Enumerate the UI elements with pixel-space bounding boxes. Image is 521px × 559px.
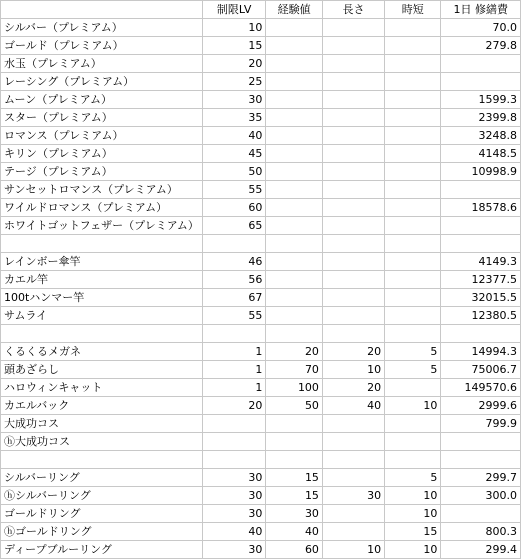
cell-experience[interactable] (266, 55, 323, 73)
table-row (1, 343, 521, 361)
cell-item-name[interactable]: サンセットロマンス（プレミアム） (1, 181, 203, 199)
cell-level-limit[interactable]: 56 (202, 271, 265, 289)
cell-daily-repair-cost[interactable]: 1599.3 (441, 91, 521, 109)
cell-length[interactable]: 30 (322, 487, 384, 505)
cell-item-name[interactable]: テージ（プレミアム） (1, 163, 203, 181)
cell-time-reduction[interactable] (385, 181, 441, 199)
cell-level-limit[interactable]: 20 (202, 397, 265, 415)
cell-length[interactable] (322, 55, 384, 73)
cell-level-limit[interactable]: 65 (202, 217, 265, 235)
cell-length[interactable] (322, 505, 384, 523)
cell-item-name[interactable] (1, 325, 203, 343)
cell-daily-repair-cost[interactable] (441, 325, 521, 343)
cell-time-reduction[interactable]: 15 (385, 523, 441, 541)
cell-daily-repair-cost[interactable]: 4149.3 (441, 253, 521, 271)
table-row (1, 235, 521, 253)
cell-time-reduction[interactable] (385, 109, 441, 127)
table-row (1, 451, 521, 469)
cell-item-name[interactable]: カエルバック (1, 397, 203, 415)
table-body (1, 19, 521, 559)
cell-length[interactable] (322, 163, 384, 181)
cell-time-reduction[interactable] (385, 271, 441, 289)
cell-level-limit[interactable]: 25 (202, 73, 265, 91)
cell-experience[interactable] (266, 109, 323, 127)
header-row (1, 1, 521, 19)
cell-experience[interactable]: 60 (266, 541, 323, 559)
cell-experience[interactable] (266, 127, 323, 145)
cell-daily-repair-cost[interactable]: 300.0 (441, 487, 521, 505)
cell-length[interactable]: 20 (322, 343, 384, 361)
cell-daily-repair-cost[interactable]: 299.4 (441, 541, 521, 559)
cell-daily-repair-cost[interactable]: 2399.8 (441, 109, 521, 127)
table-row (1, 73, 521, 91)
table-row (1, 163, 521, 181)
cell-item-name[interactable]: ハロウィンキャット (1, 379, 203, 397)
cell-length[interactable] (322, 433, 384, 451)
cell-daily-repair-cost[interactable] (441, 451, 521, 469)
cell-experience[interactable] (266, 91, 323, 109)
cell-daily-repair-cost[interactable]: 3248.8 (441, 127, 521, 145)
cell-length[interactable] (322, 415, 384, 433)
cell-time-reduction[interactable] (385, 253, 441, 271)
cell-level-limit[interactable]: 55 (202, 181, 265, 199)
cell-daily-repair-cost[interactable]: 2999.6 (441, 397, 521, 415)
cell-time-reduction[interactable] (385, 145, 441, 163)
cell-level-limit[interactable]: 30 (202, 487, 265, 505)
cell-time-reduction[interactable] (385, 235, 441, 253)
cell-experience[interactable] (266, 325, 323, 343)
cell-item-name[interactable]: シルバーリング (1, 469, 203, 487)
cell-daily-repair-cost[interactable] (441, 217, 521, 235)
cell-time-reduction[interactable] (385, 289, 441, 307)
cell-daily-repair-cost[interactable]: 14994.3 (441, 343, 521, 361)
table-row (1, 109, 521, 127)
cell-item-name[interactable]: シルバー（プレミアム） (1, 19, 203, 37)
cell-length[interactable] (322, 271, 384, 289)
cell-level-limit[interactable]: 30 (202, 469, 265, 487)
table-row (1, 289, 521, 307)
cell-level-limit[interactable] (202, 325, 265, 343)
table-row (1, 469, 521, 487)
cell-time-reduction[interactable] (385, 19, 441, 37)
cell-level-limit[interactable] (202, 451, 265, 469)
cell-length[interactable]: 20 (322, 379, 384, 397)
cell-experience[interactable]: 30 (266, 505, 323, 523)
cell-time-reduction[interactable]: 5 (385, 343, 441, 361)
cell-daily-repair-cost[interactable] (441, 433, 521, 451)
cell-length[interactable]: 10 (322, 361, 384, 379)
cell-length[interactable] (322, 37, 384, 55)
table-row (1, 217, 521, 235)
cell-experience[interactable] (266, 415, 323, 433)
cell-daily-repair-cost[interactable]: 12377.5 (441, 271, 521, 289)
cell-time-reduction[interactable]: 5 (385, 361, 441, 379)
cell-experience[interactable]: 15 (266, 469, 323, 487)
table-row (1, 19, 521, 37)
cell-experience[interactable] (266, 271, 323, 289)
table-row (1, 379, 521, 397)
cell-daily-repair-cost[interactable]: 12380.5 (441, 307, 521, 325)
table-row (1, 181, 521, 199)
cell-experience[interactable]: 70 (266, 361, 323, 379)
cell-level-limit[interactable]: 55 (202, 307, 265, 325)
cell-experience[interactable] (266, 73, 323, 91)
table-row (1, 271, 521, 289)
cell-item-name[interactable] (1, 235, 203, 253)
cell-item-name[interactable]: キリン（プレミアム） (1, 145, 203, 163)
cell-time-reduction[interactable] (385, 199, 441, 217)
cell-length[interactable] (322, 523, 384, 541)
cell-daily-repair-cost[interactable]: 800.3 (441, 523, 521, 541)
cell-daily-repair-cost[interactable]: 299.7 (441, 469, 521, 487)
cell-item-name[interactable]: くるくるメガネ (1, 343, 203, 361)
cell-level-limit[interactable]: 1 (202, 361, 265, 379)
cell-item-name[interactable]: ロマンス（プレミアム） (1, 127, 203, 145)
cell-daily-repair-cost[interactable]: 799.9 (441, 415, 521, 433)
table-row (1, 145, 521, 163)
cell-length[interactable] (322, 73, 384, 91)
table-row (1, 91, 521, 109)
cell-item-name[interactable]: 100tハンマー竿 (1, 289, 203, 307)
table-row (1, 253, 521, 271)
cell-time-reduction[interactable] (385, 379, 441, 397)
cell-length[interactable] (322, 289, 384, 307)
cell-level-limit[interactable] (202, 415, 265, 433)
cell-daily-repair-cost[interactable]: 32015.5 (441, 289, 521, 307)
cell-item-name[interactable]: ゴールド（プレミアム） (1, 37, 203, 55)
cell-daily-repair-cost[interactable] (441, 235, 521, 253)
cell-item-name[interactable]: カエル竿 (1, 271, 203, 289)
cell-level-limit[interactable]: 40 (202, 127, 265, 145)
cell-experience[interactable] (266, 163, 323, 181)
cell-level-limit[interactable]: 35 (202, 109, 265, 127)
cell-experience[interactable] (266, 433, 323, 451)
cell-level-limit[interactable]: 30 (202, 91, 265, 109)
cell-daily-repair-cost[interactable]: 279.8 (441, 37, 521, 55)
cell-level-limit[interactable] (202, 433, 265, 451)
cell-level-limit[interactable]: 60 (202, 199, 265, 217)
cell-level-limit[interactable]: 30 (202, 505, 265, 523)
cell-item-name[interactable]: レーシング（プレミアム） (1, 73, 203, 91)
table-row (1, 361, 521, 379)
cell-experience[interactable]: 20 (266, 343, 323, 361)
table-row (1, 55, 521, 73)
header-experience[interactable]: 経験値 (266, 1, 323, 19)
cell-daily-repair-cost[interactable]: 18578.6 (441, 199, 521, 217)
table-row (1, 127, 521, 145)
cell-time-reduction[interactable] (385, 91, 441, 109)
cell-length[interactable] (322, 19, 384, 37)
cell-daily-repair-cost[interactable] (441, 73, 521, 91)
cell-item-name[interactable]: ホワイトゴットフェザー（プレミアム） (1, 217, 203, 235)
cell-length[interactable] (322, 127, 384, 145)
cell-item-name[interactable]: スター（プレミアム） (1, 109, 203, 127)
cell-item-name[interactable]: ⓗ大成功コス (1, 433, 203, 451)
cell-item-name[interactable]: ⓗシルバーリング (1, 487, 203, 505)
cell-length[interactable] (322, 325, 384, 343)
cell-item-name[interactable] (1, 451, 203, 469)
cell-length[interactable] (322, 307, 384, 325)
cell-time-reduction[interactable] (385, 127, 441, 145)
cell-level-limit[interactable]: 50 (202, 163, 265, 181)
cell-time-reduction[interactable]: 10 (385, 487, 441, 505)
cell-time-reduction[interactable] (385, 73, 441, 91)
header-daily-repair-cost[interactable]: 1日 修繕費 (441, 1, 521, 19)
cell-item-name[interactable]: 水玉（プレミアム） (1, 55, 203, 73)
cell-time-reduction[interactable]: 10 (385, 505, 441, 523)
cell-length[interactable] (322, 235, 384, 253)
cell-time-reduction[interactable]: 10 (385, 397, 441, 415)
cell-time-reduction[interactable] (385, 55, 441, 73)
table-row (1, 523, 521, 541)
cell-time-reduction[interactable] (385, 325, 441, 343)
cell-daily-repair-cost[interactable]: 10998.9 (441, 163, 521, 181)
cell-experience[interactable]: 15 (266, 487, 323, 505)
cell-experience[interactable]: 100 (266, 379, 323, 397)
cell-level-limit[interactable]: 40 (202, 523, 265, 541)
cell-item-name[interactable]: レインボー傘竿 (1, 253, 203, 271)
cell-level-limit[interactable]: 46 (202, 253, 265, 271)
cell-time-reduction[interactable]: 5 (385, 469, 441, 487)
cell-level-limit[interactable]: 1 (202, 379, 265, 397)
header-item-name[interactable] (1, 1, 203, 19)
cell-experience[interactable]: 50 (266, 397, 323, 415)
cell-experience[interactable] (266, 181, 323, 199)
cell-level-limit[interactable]: 45 (202, 145, 265, 163)
cell-item-name[interactable]: サムライ (1, 307, 203, 325)
cell-time-reduction[interactable] (385, 451, 441, 469)
cell-length[interactable] (322, 253, 384, 271)
cell-level-limit[interactable]: 10 (202, 19, 265, 37)
table-row (1, 541, 521, 559)
header-length[interactable]: 長さ (322, 1, 384, 19)
cell-experience[interactable] (266, 19, 323, 37)
cell-experience[interactable] (266, 217, 323, 235)
table-row (1, 415, 521, 433)
cell-experience[interactable] (266, 145, 323, 163)
cell-length[interactable]: 10 (322, 541, 384, 559)
cell-daily-repair-cost[interactable]: 70.0 (441, 19, 521, 37)
cell-daily-repair-cost[interactable] (441, 181, 521, 199)
cell-length[interactable] (322, 199, 384, 217)
cell-level-limit[interactable]: 30 (202, 541, 265, 559)
header-level-limit[interactable]: 制限LV (202, 1, 265, 19)
cell-item-name[interactable]: 頭あざらし (1, 361, 203, 379)
cell-time-reduction[interactable] (385, 307, 441, 325)
cell-level-limit[interactable]: 67 (202, 289, 265, 307)
cell-length[interactable] (322, 181, 384, 199)
cell-length[interactable] (322, 145, 384, 163)
cell-experience[interactable] (266, 235, 323, 253)
cell-experience[interactable] (266, 451, 323, 469)
cell-daily-repair-cost[interactable] (441, 505, 521, 523)
cell-item-name[interactable]: ⓗゴールドリング (1, 523, 203, 541)
cell-experience[interactable]: 40 (266, 523, 323, 541)
cell-daily-repair-cost[interactable]: 4148.5 (441, 145, 521, 163)
cell-length[interactable] (322, 469, 384, 487)
table-row (1, 505, 521, 523)
cell-experience[interactable] (266, 37, 323, 55)
cell-item-name[interactable]: 大成功コス (1, 415, 203, 433)
cell-level-limit[interactable]: 20 (202, 55, 265, 73)
table-row (1, 397, 521, 415)
table-row (1, 433, 521, 451)
header-time-reduction[interactable]: 時短 (385, 1, 441, 19)
cell-time-reduction[interactable]: 10 (385, 541, 441, 559)
table-row (1, 37, 521, 55)
cell-length[interactable]: 40 (322, 397, 384, 415)
cell-daily-repair-cost[interactable]: 149570.6 (441, 379, 521, 397)
cell-experience[interactable] (266, 289, 323, 307)
cell-time-reduction[interactable] (385, 433, 441, 451)
cell-time-reduction[interactable] (385, 415, 441, 433)
cell-length[interactable] (322, 109, 384, 127)
cell-time-reduction[interactable] (385, 37, 441, 55)
cell-experience[interactable] (266, 199, 323, 217)
cell-daily-repair-cost[interactable]: 75006.7 (441, 361, 521, 379)
table-row (1, 487, 521, 505)
cell-item-name[interactable]: ディープブルーリング (1, 541, 203, 559)
cell-length[interactable] (322, 91, 384, 109)
cell-experience[interactable] (266, 253, 323, 271)
cell-item-name[interactable]: ゴールドリング (1, 505, 203, 523)
cell-daily-repair-cost[interactable] (441, 55, 521, 73)
cell-item-name[interactable]: ムーン（プレミアム） (1, 91, 203, 109)
cell-level-limit[interactable]: 15 (202, 37, 265, 55)
cell-length[interactable] (322, 451, 384, 469)
cell-experience[interactable] (266, 307, 323, 325)
table-row (1, 199, 521, 217)
cell-level-limit[interactable] (202, 235, 265, 253)
cell-time-reduction[interactable] (385, 217, 441, 235)
cell-time-reduction[interactable] (385, 163, 441, 181)
cell-item-name[interactable]: ワイルドロマンス（プレミアム） (1, 199, 203, 217)
cell-length[interactable] (322, 217, 384, 235)
table-row (1, 325, 521, 343)
cell-level-limit[interactable]: 1 (202, 343, 265, 361)
table-row (1, 307, 521, 325)
